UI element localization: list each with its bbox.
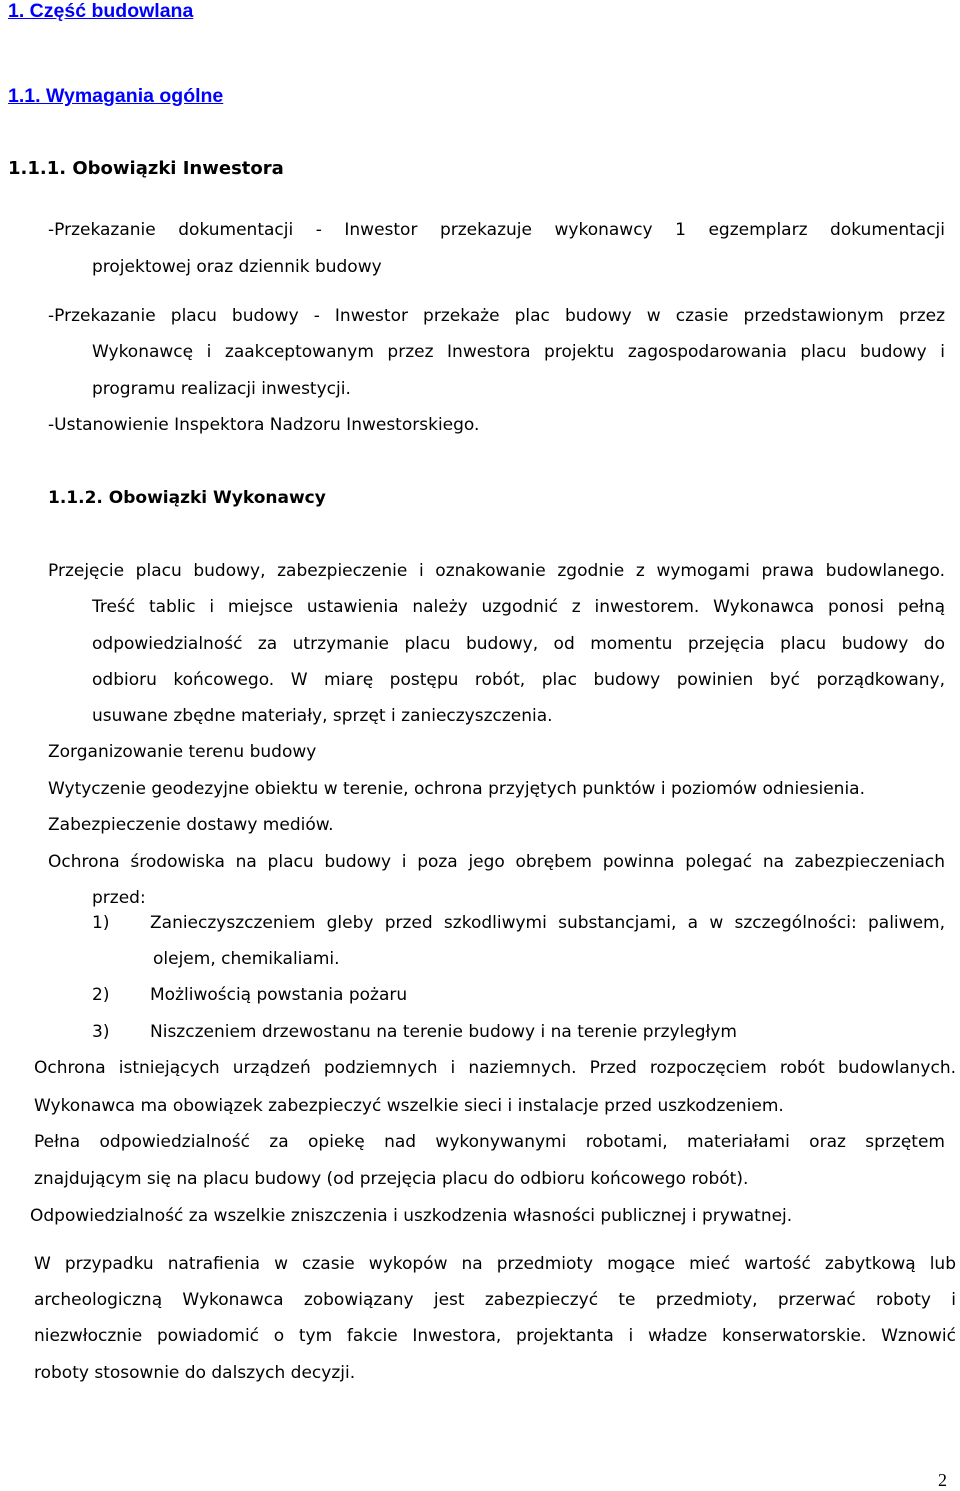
list-item-1-line-2: olejem, chemikaliami.	[153, 949, 340, 969]
contractor-p11-line-1: W przypadku natrafienia w czasie wykopów na przedmioty mogące mieć wartość zabytkową lub	[34, 1254, 956, 1274]
investor-item-3: -Ustanowienie Inspektora Nadzoru Inwestorskiego.	[48, 415, 480, 435]
contractor-p3: Zorganizowanie terenu budowy	[48, 742, 317, 762]
investor-item-2-line-2: Wykonawcę i zaakceptowanym przez Inwestora projektu zagospodarowania placu budowy i	[92, 342, 945, 362]
contractor-p11-line-2: archeologiczną Wykonawca zobowiązany jest zabezpieczyć te przedmioty, przerwać roboty i	[34, 1290, 956, 1310]
heading-1-1-1: 1.1.1. Obowiązki Inwestora	[8, 158, 284, 179]
investor-item-1-line-1: -Przekazanie dokumentacji - Inwestor przekazuje wykonawcy 1 egzemplarz dokumentacji	[48, 220, 945, 240]
page-number: 2	[938, 1470, 947, 1490]
investor-item-2-line-1: -Przekazanie placu budowy - Inwestor przekaże plac budowy w czasie przedstawionym przez	[48, 306, 945, 326]
investor-item-2-line-3: programu realizacji inwestycji.	[92, 379, 351, 399]
contractor-p9-line-1: Pełna odpowiedzialność za opiekę nad wykonywanymi robotami, materiałami oraz sprzętem	[34, 1132, 945, 1152]
contractor-p2-line-3: odbioru końcowego. W miarę postępu robót, plac budowy powinien być porządkowany,	[92, 670, 945, 690]
heading-1: 1. Część budowlana	[8, 0, 194, 22]
contractor-p2-line-4: usuwane zbędne materiały, sprzęt i zanieczyszczenia.	[92, 706, 553, 726]
contractor-p2-line-2: odpowiedzialność za utrzymanie placu budowy, od momentu przejęcia placu budowy do	[92, 634, 945, 654]
list-item-1-number: 1)	[92, 913, 110, 933]
contractor-p7: Ochrona istniejących urządzeń podziemnych i naziemnych. Przed rozpoczęciem robót budowlanych.	[34, 1058, 956, 1078]
list-item-3-number: 3)	[92, 1022, 110, 1042]
contractor-p9-line-2: znajdującym się na placu budowy (od przejęcia placu do odbioru końcowego robót).	[34, 1169, 749, 1189]
list-item-1-line-1: Zanieczyszczeniem gleby przed szkodliwymi substancjami, a w szczególności: paliwem,	[150, 913, 945, 933]
investor-item-1-line-2: projektowej oraz dziennik budowy	[92, 257, 382, 277]
heading-1-1: 1.1. Wymagania ogólne	[8, 85, 224, 107]
contractor-p1: Przejęcie placu budowy, zabezpieczenie i oznakowanie zgodnie z wymogami prawa budowlanego.	[48, 561, 945, 581]
contractor-p5: Zabezpieczenie dostawy mediów.	[48, 815, 334, 835]
contractor-p10: Odpowiedzialność za wszelkie zniszczenia i uszkodzenia własności publicznej i prywatnej.	[30, 1206, 793, 1226]
list-item-3-line-1: Niszczeniem drzewostanu na terenie budowy i na terenie przyległym	[150, 1022, 737, 1042]
contractor-p8: Wykonawca ma obowiązek zabezpieczyć wszelkie sieci i instalacje przed uszkodzeniem.	[34, 1096, 784, 1116]
contractor-p6-line-2: przed:	[92, 888, 146, 908]
list-item-2-line-1: Możliwością powstania pożaru	[150, 985, 408, 1005]
contractor-p11-line-3: niezwłocznie powiadomić o tym fakcie Inwestora, projektanta i władze konserwatorskie. Wznowić	[34, 1326, 956, 1346]
heading-1-1-2: 1.1.2. Obowiązki Wykonawcy	[48, 488, 326, 508]
contractor-p6-line-1: Ochrona środowiska na placu budowy i poza jego obrębem powinna polegać na zabezpieczeniach	[48, 852, 945, 872]
list-item-2-number: 2)	[92, 985, 110, 1005]
contractor-p2-line-1: Treść tablic i miejsce ustawienia należy uzgodnić z inwestorem. Wykonawca ponosi pełną	[92, 597, 945, 617]
contractor-p11-line-4: roboty stosownie do dalszych decyzji.	[34, 1363, 356, 1383]
contractor-p4: Wytyczenie geodezyjne obiektu w terenie, ochrona przyjętych punktów i poziomów odniesienia.	[48, 779, 865, 799]
